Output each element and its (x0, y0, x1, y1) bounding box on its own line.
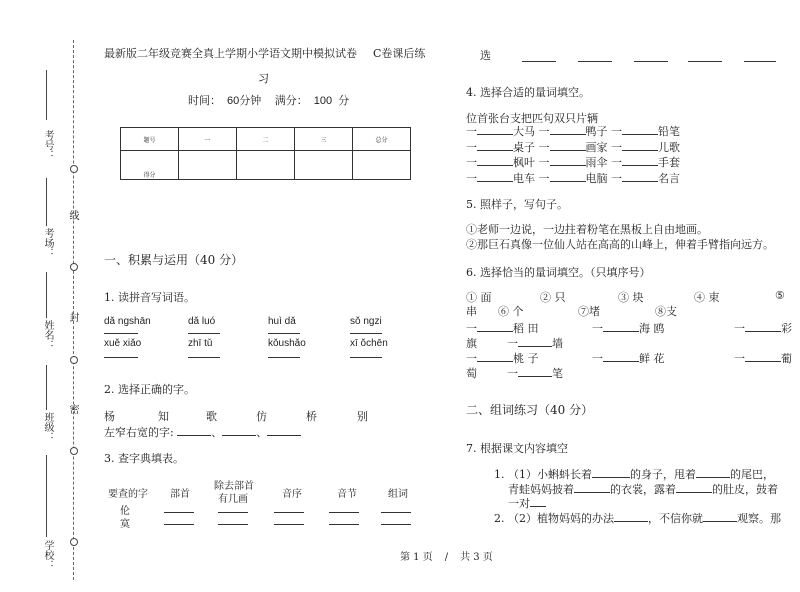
q7-item-2: 2. （2）植物妈妈的办法 ，不信你就 观察。那 (494, 512, 781, 525)
answer-blank[interactable] (188, 347, 220, 358)
score-table-cell: 题号 (121, 128, 179, 151)
answer-blank[interactable] (578, 51, 612, 62)
cut-dot (70, 263, 78, 271)
answer-blank[interactable] (622, 171, 658, 182)
answer-blank[interactable] (745, 321, 781, 332)
answer-blank[interactable] (522, 51, 556, 62)
answer-blank[interactable] (518, 366, 552, 377)
answer-blank[interactable] (574, 482, 610, 493)
pinyin: dǎ luó (188, 316, 216, 327)
answer-blank[interactable] (164, 514, 194, 525)
answer-blank[interactable] (603, 351, 639, 362)
q6-item: 一 彩 (734, 322, 792, 335)
section-1-heading: 一、积累与运用（40 分） (104, 253, 244, 267)
xingming-label: 姓名： (42, 320, 53, 350)
table-header: 音节 (337, 489, 357, 500)
answer-blank[interactable] (104, 347, 138, 358)
answer-blank[interactable] (274, 502, 304, 513)
q6-option: 串 (466, 305, 477, 318)
answer-blank[interactable] (696, 467, 730, 478)
pinyin: dǎ ngshān (104, 316, 151, 327)
pinyin: kǒushǎo (268, 338, 306, 349)
table-header: 组词 (388, 489, 408, 500)
score-table-cell: 三 (295, 128, 353, 151)
answer-blank[interactable] (477, 351, 513, 362)
q6-option: ① 面 (466, 291, 492, 304)
q6-option: ② 只 (540, 291, 566, 304)
q7-item-1-cont: 一对 (508, 495, 546, 511)
q2-char: 桥 (306, 410, 317, 423)
mi-mark: 密 (67, 404, 78, 414)
question-4: 4. 选择合适的量词填空。 (466, 86, 590, 99)
q6-item: 一 海 鸥 (592, 322, 665, 335)
answer-blank[interactable] (274, 514, 304, 525)
answer-blank[interactable] (188, 323, 220, 334)
q6-option: ④ 束 (694, 291, 720, 304)
answer-blank[interactable] (603, 321, 639, 332)
q6-item: 一 葡 (734, 352, 792, 365)
blank-line (46, 365, 47, 410)
q6-option: ③ 块 (618, 291, 644, 304)
answer-blank[interactable] (703, 511, 737, 522)
score-table-cell: 总分 (353, 128, 411, 151)
answer-blank[interactable] (550, 124, 586, 135)
answer-blank[interactable] (744, 51, 776, 62)
answer-blank[interactable] (477, 321, 513, 332)
answer-blank[interactable] (329, 514, 359, 525)
table-header: 要查的字 (108, 489, 148, 500)
q2-char: 知 (158, 410, 169, 423)
q7-item-1: 1. （1）小蝌蚪长着 的身子，甩着 的尾巴， (494, 468, 774, 481)
answer-blank[interactable] (381, 514, 411, 525)
q4-row: 一 桌子 一 画家 一 儿歌 (466, 140, 680, 154)
page-title-cont: 习 (258, 72, 269, 85)
answer-blank[interactable] (177, 425, 211, 436)
answer-blank[interactable] (592, 467, 630, 478)
q6-item: 萄 一 笔 (466, 367, 563, 380)
page-title: 最新版二年级竞赛全真上学期小学语文期中模拟试卷 C卷课后练 (104, 47, 426, 60)
pinyin: zhī tǔ (188, 338, 213, 349)
answer-blank[interactable] (267, 425, 301, 436)
answer-blank[interactable] (268, 323, 300, 334)
q5-example-2: ②那巨石真像一位仙人站在高高的山峰上，伸着手臂指向远方。 (466, 238, 774, 251)
answer-blank[interactable] (329, 502, 359, 513)
score-table-cell: 二 (237, 128, 295, 151)
answer-blank[interactable] (622, 155, 658, 166)
score-table-cell: 得分 (121, 151, 179, 180)
q6-option: ⑤ (775, 289, 785, 302)
q6-item: 一 桃 子 (466, 352, 539, 365)
feng-mark: 封 (67, 312, 78, 322)
q4-word-bank: 位首张台支把匹句双只片辆 (466, 112, 598, 125)
answer-blank[interactable] (477, 155, 513, 166)
question-2: 2. 选择正确的字。 (104, 383, 195, 396)
table-header: 除去部首 (214, 481, 254, 492)
answer-blank[interactable] (622, 124, 658, 135)
q4-rows (466, 124, 680, 186)
page-footer: 第 1 页 / 共 3 页 (400, 552, 493, 563)
banji-label: 班级： (42, 412, 53, 442)
answer-blank[interactable] (222, 425, 256, 436)
q6-item: 一 鲜 花 (592, 352, 665, 365)
answer-blank[interactable] (104, 323, 138, 334)
score-input[interactable] (179, 151, 237, 180)
answer-blank[interactable] (634, 51, 668, 62)
q6-option: ⑧支 (655, 305, 677, 318)
answer-blank[interactable] (477, 171, 513, 182)
score-table (120, 127, 411, 180)
answer-blank[interactable] (381, 502, 411, 513)
q4-row: 一 电车 一 电脑 一 名言 (466, 171, 680, 185)
q6-item: 一 稻 田 (466, 322, 539, 335)
question-1: 1. 读拼音写词语。 (104, 291, 195, 304)
cut-dot (70, 538, 78, 546)
xian-mark: 线 (67, 210, 78, 220)
q2-char: 仿 (256, 410, 267, 423)
table-header: 音序 (282, 489, 302, 500)
answer-blank[interactable] (218, 502, 248, 513)
score-table-cell: 一 (179, 128, 237, 151)
lookup-char: 伦 (120, 506, 130, 517)
answer-blank[interactable] (676, 482, 712, 493)
score-input[interactable] (353, 151, 411, 180)
time-score-line: 时间： 60分钟 满分： 100 分 (188, 94, 350, 107)
answer-blank[interactable] (622, 140, 658, 151)
cut-line (73, 40, 74, 580)
score-input[interactable] (295, 151, 353, 180)
question-6: 6. 选择恰当的量词填空。（只填序号） (466, 266, 651, 279)
answer-blank[interactable] (350, 347, 382, 358)
blank-line (46, 455, 47, 537)
answer-blank[interactable] (530, 496, 546, 507)
blank-line (46, 70, 47, 120)
kaohao-label: 考号： (42, 130, 53, 160)
question-5: 5. 照样子，写句子。 (466, 198, 568, 211)
answer-blank[interactable] (268, 347, 300, 358)
table-header: 部首 (170, 489, 190, 500)
answer-blank[interactable] (745, 351, 781, 362)
pinyin: xī ǒchēn (350, 338, 388, 349)
question-7: 7. 根据课文内容填空 (466, 442, 568, 455)
lookup-char: 寞 (120, 519, 130, 530)
answer-blank[interactable] (614, 511, 648, 522)
answer-blank[interactable] (477, 140, 513, 151)
section-2-heading: 二、组词练习（40 分） (466, 403, 594, 417)
q2-char: 杨 (104, 410, 115, 423)
xuexiao-label: 学校： (42, 540, 53, 570)
q7-item-1-cont: 青蛙妈妈披着 的衣裳，露着 的肚皮，鼓着 (508, 483, 778, 496)
table-header: 有几画 (218, 494, 248, 505)
answer-blank[interactable] (518, 336, 552, 347)
answer-blank[interactable] (688, 51, 722, 62)
q2-char: 歌 (206, 410, 217, 423)
answer-blank[interactable] (350, 323, 382, 334)
pinyin: huì dǎ (268, 316, 296, 327)
pinyin: sǒ ngzi (350, 316, 382, 327)
cut-dot (70, 356, 78, 364)
kaochang-label: 考场： (42, 228, 53, 258)
answer-blank[interactable] (218, 514, 248, 525)
answer-blank[interactable] (550, 155, 586, 166)
answer-blank[interactable] (550, 171, 586, 182)
blank-line (46, 272, 47, 318)
answer-blank[interactable] (477, 124, 513, 135)
q4-row: 一 枫叶 一 雨伞 一 手套 (466, 156, 680, 169)
answer-blank[interactable] (164, 502, 194, 513)
q6-option: ⑥ 个 (498, 305, 524, 318)
top-char: 选 (480, 49, 491, 62)
pinyin: xuě xiǎo (104, 338, 142, 349)
score-input[interactable] (237, 151, 295, 180)
q4-row: 一 大马 一 鸭子 一 铅笔 (466, 125, 680, 138)
q5-example-1: ①老师一边说，一边拄着粉笔在黑板上自由地画。 (466, 223, 708, 236)
cut-dot (70, 165, 78, 173)
q2-char: 别 (357, 410, 368, 423)
blank-line (46, 178, 47, 226)
q6-item: 旗 一 墙 (466, 337, 563, 350)
answer-blank[interactable] (550, 140, 586, 151)
q6-option: ⑦堵 (578, 305, 600, 318)
question-3: 3. 查字典填表。 (104, 452, 184, 465)
cut-dot (70, 447, 78, 455)
q2-line: 左窄右宽的字: 、 、 (104, 424, 301, 440)
